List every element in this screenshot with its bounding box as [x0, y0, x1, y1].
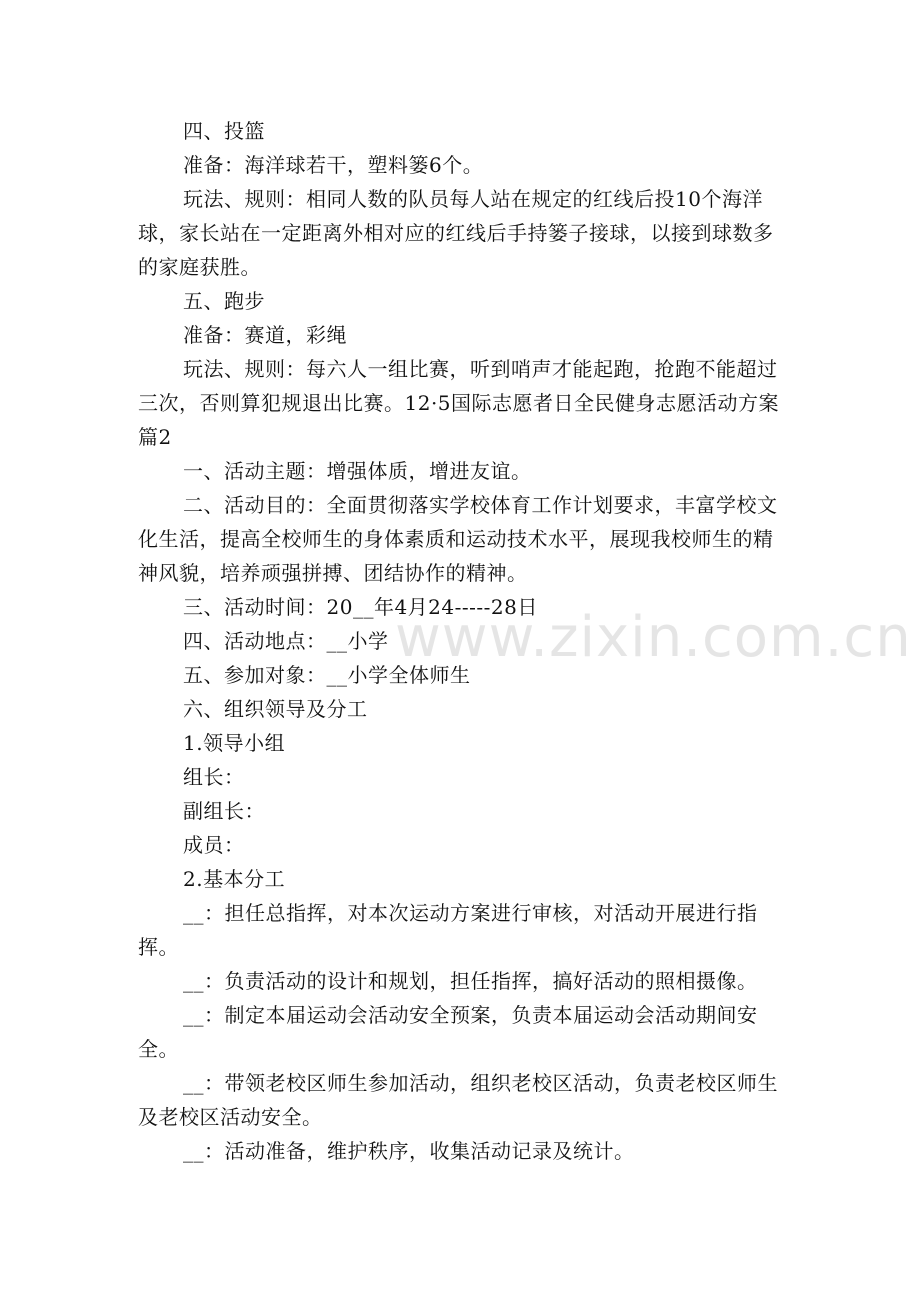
paragraph: 五、参加对象：__小学全体师生 — [183, 663, 471, 687]
paragraph: 四、活动地点：__小学 — [183, 629, 389, 653]
paragraph: 准备：海洋球若干，塑料篓6个。 — [183, 153, 484, 177]
paragraph: __：带领老校区师生参加活动，组织老校区活动，负责老校区师生及老校区活动安全。 — [138, 1071, 778, 1129]
paragraph: __：制定本届运动会活动安全预案，负责本届运动会活动期间安全。 — [138, 1003, 758, 1061]
document-body — [138, 114, 788, 1168]
paragraph: 组长： — [183, 765, 245, 789]
paragraph: 玩法、规则：每六人一组比赛，听到哨声才能起跑，抢跑不能超过三次，否则算犯规退出比赛。12·5国际志愿者日全民健身志愿活动方案篇2 — [138, 357, 780, 449]
paragraph: 一、活动主题：增强体质，增进友谊。 — [183, 459, 532, 483]
paragraph: 1.领导小组 — [183, 731, 286, 755]
paragraph: 二、活动目的：全面贯彻落实学校体育工作计划要求，丰富学校文化生活，提高全校师生的身体素质和运动技术水平，展现我校师生的精神风貌，培养顽强拼搏、团结协作的精神。 — [138, 493, 778, 585]
paragraph: 五、跑步 — [183, 289, 265, 313]
paragraph: __：担任总指挥，对本次运动方案进行审核，对活动开展进行指挥。 — [138, 901, 758, 959]
paragraph: 玩法、规则：相同人数的队员每人站在规定的红线后投10个海洋球，家长站在一定距离外相对应的红线后手持篓子接球，以接到球数多的家庭获胜。 — [138, 187, 774, 279]
paragraph: 副组长： — [183, 799, 265, 823]
paragraph: 2.基本分工 — [183, 867, 286, 891]
paragraph: 四、投篮 — [183, 119, 265, 143]
paragraph: __：活动准备，维护秩序，收集活动记录及统计。 — [183, 1139, 635, 1163]
paragraph: 准备：赛道，彩绳 — [183, 323, 347, 347]
paragraph: __：负责活动的设计和规划，担任指挥，搞好活动的照相摄像。 — [183, 969, 758, 993]
paragraph: 六、组织领导及分工 — [183, 697, 368, 721]
paragraph: 三、活动时间：20__年4月24-----28日 — [183, 595, 538, 619]
paragraph: 成员： — [183, 833, 245, 857]
watermark: www.zixin.com.cn — [395, 605, 912, 670]
